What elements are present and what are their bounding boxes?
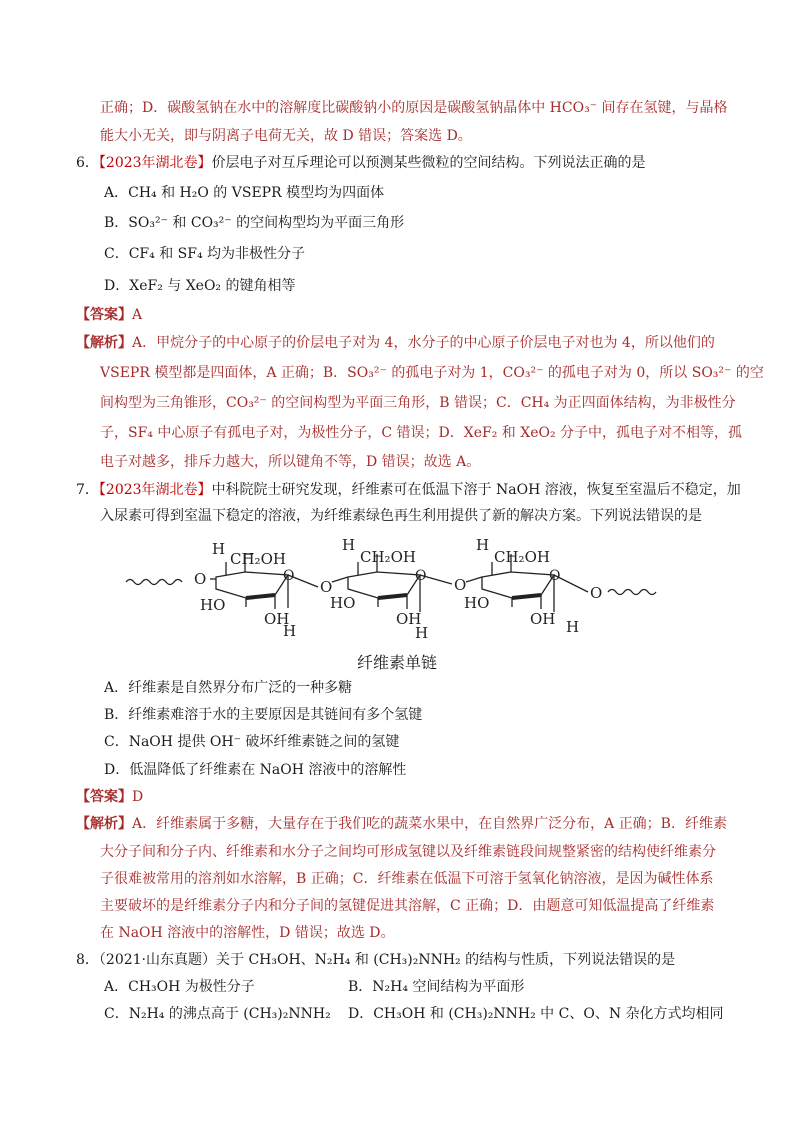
q5-tail-line1: 正确；D．碳酸氢钠在水中的溶解度比碳酸钠小的原因是碳酸氢钠晶体中 HCO₃⁻ 间存在氢键，与晶格 [100, 100, 728, 116]
cellulose-structure-diagram [120, 532, 670, 647]
q7-stem-line1 [76, 480, 741, 500]
q6-stem-line [76, 153, 646, 173]
ch2oh-3: CH₂OH [494, 548, 550, 566]
q6-answer-label: 【答案】 [76, 307, 132, 323]
oh-1: OH [264, 610, 290, 628]
o-link-1: O [194, 570, 207, 588]
q6-option-c: C．CF₄ 和 SF₄ 均为非极性分子 [104, 246, 306, 262]
q8-stem-line [76, 950, 675, 970]
q7-answer-value: D [132, 789, 144, 805]
q7-option-d: D．低温降低了纤维素在 NaOH 溶液中的溶解性 [104, 762, 407, 778]
h-3-bottom: H [566, 618, 580, 636]
q7-stem-line2: 入尿素可得到室温下稳定的溶液，为纤维素绿色再生利用提供了新的解决方案。下列说法错误的是 [100, 508, 702, 524]
q7-option-c: C．NaOH 提供 OH⁻ 破坏纤维素链之间的氢键 [104, 734, 400, 750]
q6-analysis-line5: 电子对越多，排斥力越大，所以键角不等，D 错误；故选 A。 [100, 454, 481, 470]
ring-3-front-bond [512, 595, 541, 598]
q7-analysis-label: 【解析】 [76, 816, 132, 832]
chain-wave-left [126, 580, 182, 585]
q8-option-b: B．N₂H₄ 空间结构为平面形 [348, 979, 525, 995]
oh-2: OH [396, 610, 422, 628]
q7-option-a: A．纤维素是自然界分布广泛的一种多糖 [104, 680, 353, 696]
q6-answer [76, 305, 142, 325]
h-1-top: H [212, 540, 226, 558]
h-3-top: H [476, 536, 490, 554]
figure-caption: 纤维素单链 [356, 653, 437, 672]
q8-option-a: A．CH₃OH 为极性分子 [104, 979, 255, 995]
q8-source: （2021·山东真题） [98, 952, 217, 968]
q7-analysis-line2: 大分子间和分子内、纤维素和水分子之间均可形成氢键以及纤维素链段间规整紧密的结构使纤维素分 [100, 844, 716, 860]
q8-option-d: D．CH₃OH 和 (CH₃)₂NNH₂ 中 C、O、N 杂化方式均相同 [348, 1006, 724, 1022]
q6-stem: 价层电子对互斥理论可以预测某些微粒的空间结构。下列说法正确的是 [211, 155, 646, 171]
ring-o-2: O [415, 568, 427, 584]
q6-source: 【2023年湖北卷】 [98, 155, 212, 171]
ring-3 [482, 572, 554, 598]
ring-2-front-bond [378, 595, 407, 598]
ch2oh-2: CH₂OH [360, 548, 416, 566]
h-2-top: H [342, 536, 356, 554]
q6-option-a: A．CH₄ 和 H₂O 的 VSEPR 模型均为四面体 [104, 185, 385, 201]
h-2-bottom: H [415, 624, 429, 642]
q7-analysis-text1: A．纤维素属于多糖，大量存在于我们吃的蔬菜水果中，在自然界广泛分布，A 正确；B．纤维素 [132, 816, 727, 832]
ring-o-1: O [283, 568, 295, 584]
q7-number: 7． [76, 482, 99, 498]
o-link-3: O [454, 576, 467, 594]
h-1-bottom: H [283, 622, 297, 640]
q7-analysis-line3: 子很难被常用的溶剂如水溶解，B 正确；C．纤维素在低温下可溶于氢氧化钠溶液，是因为碱性体系 [100, 871, 714, 887]
q6-analysis-label: 【解析】 [76, 335, 132, 351]
q6-option-b: B．SO₃²⁻ 和 CO₃²⁻ 的空间构型均为平面三角形 [104, 215, 405, 231]
ring-1-front-bond [246, 595, 275, 598]
q7-option-b: B．纤维素难溶于水的主要原因是其链间有多个氢键 [104, 707, 423, 723]
ring-2 [348, 572, 420, 598]
q7-analysis-line5: 在 NaOH 溶液中的溶解性，D 错误；故选 D。 [100, 925, 395, 941]
ch2oh-1: CH₂OH [230, 550, 286, 568]
ho-2: HO [330, 594, 356, 612]
ring-1 [216, 572, 288, 598]
q6-analysis-line3: 间构型为三角锥形，CO₃²⁻ 的空间构型为平面三角形，B 错误；C．CH₄ 为正四面体结构，为非极性分 [100, 395, 736, 411]
ho-1: HO [200, 596, 226, 614]
q6-answer-value: A [132, 307, 143, 323]
q7-answer [76, 787, 143, 807]
q7-analysis-line4: 主要破坏的是纤维素分子内和分子间的氢键促进其溶解，C 正确；D．由题意可知低温提高了纤维素 [100, 898, 715, 914]
o-link-4: O [590, 584, 603, 602]
q6-number: 6． [76, 155, 99, 171]
q7-analysis-line1 [76, 814, 727, 834]
q7-source: 【2023年湖北卷】 [98, 482, 212, 498]
ho-3: HO [464, 594, 490, 612]
o-link-2: O [320, 578, 333, 596]
q6-analysis-text1: A．甲烷分子的中心原子的价层电子对为 4，水分子的中心原子价层电子对也为 4，所以他们的 [132, 335, 715, 351]
q6-analysis-line4: 子，SF₄ 中心原子有孤电子对，为极性分子，C 错误；D．XeF₂ 和 XeO₂ 分子中，孤电子对不相等，孤 [100, 425, 743, 441]
q6-option-d: D．XeF₂ 与 XeO₂ 的键角相等 [104, 278, 296, 294]
q8-number: 8． [76, 952, 99, 968]
q6-analysis-line2: VSEPR 模型都是四面体，A 正确；B．SO₃²⁻ 的孤电子对为 1，CO₃²⁻ 的孤电子对为 0，所以 SO₃²⁻ 的空 [100, 365, 764, 381]
q7-answer-label: 【答案】 [76, 789, 132, 805]
ring-o-3: O [549, 568, 561, 584]
chain-wave-right [608, 590, 656, 595]
q8-option-c: C．N₂H₄ 的沸点高于 (CH₃)₂NNH₂ [104, 1006, 331, 1022]
q6-analysis-line1 [76, 333, 715, 353]
q8-stem: 关于 CH₃OH、N₂H₄ 和 (CH₃)₂NNH₂ 的结构与性质，下列说法错误的是 [216, 952, 676, 968]
q5-tail-line2: 能大小无关，即与阴离子电荷无关，故 D 错误；答案选 D。 [100, 128, 472, 144]
q7-stem1: 中科院院士研究发现，纤维素可在低温下溶于 NaOH 溶液，恢复至室温后不稳定，加 [211, 482, 741, 498]
oh-3: OH [530, 610, 556, 628]
